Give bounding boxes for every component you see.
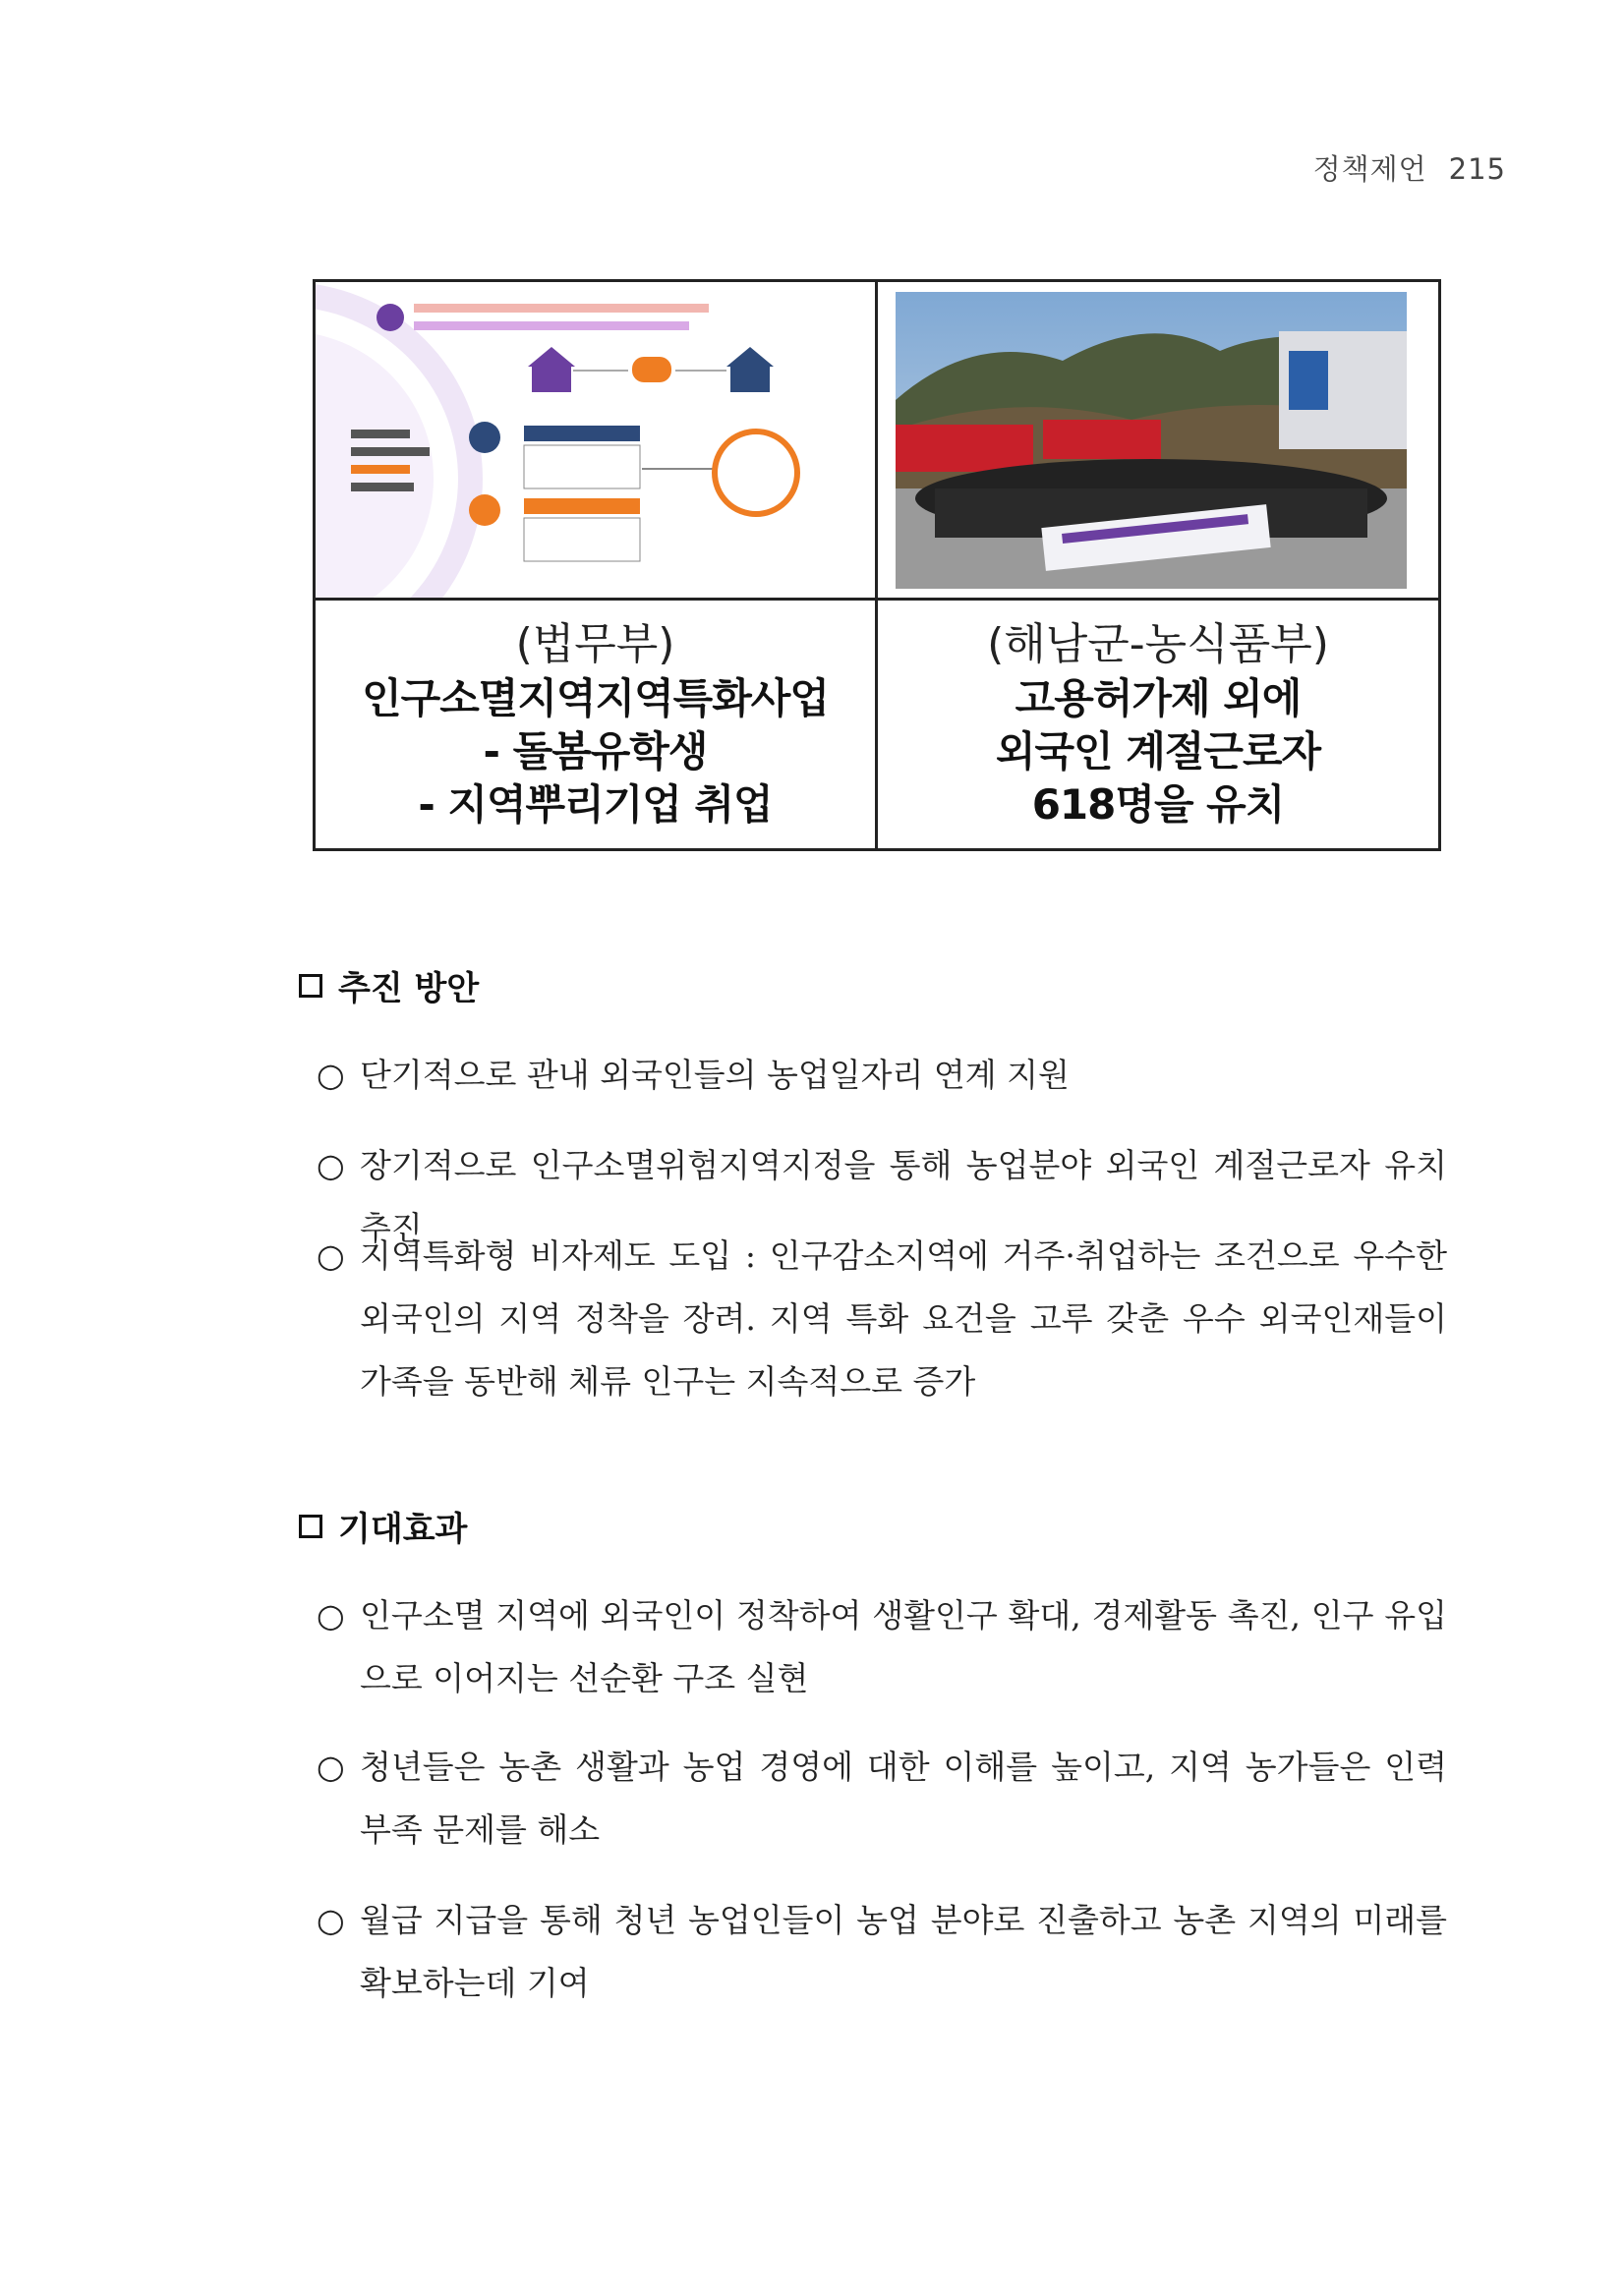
section-title-text: 추진 방안 — [338, 969, 480, 1008]
list-item-text: 단기적으로 관내 외국인들의 농업일자리 연계 지원 — [360, 1056, 1070, 1094]
right-caption-line: 외국인 계절근로자 — [995, 727, 1321, 775]
list-item — [317, 1889, 1447, 2015]
page-number: 215 — [1448, 152, 1506, 186]
right-caption-org: (해남군-농식품부) — [987, 619, 1329, 669]
left-caption-line: - 돌봄유학생 — [483, 727, 708, 775]
program-diagram-image — [316, 282, 875, 598]
list-item-text: 장기적으로 인구소멸위험지역지정을 통해 농업분야 외국인 계절근로자 유치 추진 — [360, 1146, 1447, 1247]
circle-bullet-icon: ○ — [317, 1056, 345, 1094]
right-caption-cell — [878, 601, 1438, 848]
right-caption-line: 618명을 유치 — [1031, 780, 1285, 829]
photo-cell — [878, 282, 1438, 601]
list-item — [317, 1044, 1447, 1107]
section-title-effects — [299, 1502, 467, 1550]
checkbox-square-icon — [299, 1515, 322, 1538]
left-caption-line: 인구소멸지역지역특화사업 — [362, 674, 829, 722]
section-title-text: 기대효과 — [338, 1510, 468, 1549]
diagram-cell — [316, 282, 878, 601]
list-item-text: 청년들은 농촌 생활과 농업 경영에 대한 이해를 높이고, 지역 농가들은 인력 부족 문제를 해소 — [360, 1748, 1447, 1849]
circle-bullet-icon: ○ — [317, 1748, 345, 1786]
right-caption-line: 고용허가제 외에 — [1015, 674, 1302, 722]
list-item-text: 지역특화형 비자제도 도입 : 인구감소지역에 거주·취업하는 조건으로 우수한 외국인의 지역 정착을 장려. 지역 특화 요건을 고루 갖춘 우수 외국인재들이 가족을 동반해 체류 인구는 지속적으로 증가 — [360, 1236, 1447, 1401]
left-caption-org: (법무부) — [515, 619, 675, 669]
header-section-title: 정책제언 — [1312, 152, 1427, 186]
circle-bullet-icon: ○ — [317, 1901, 345, 1939]
checkbox-square-icon — [299, 974, 322, 998]
circle-bullet-icon: ○ — [317, 1146, 345, 1184]
circle-bullet-icon: ○ — [317, 1596, 345, 1635]
figure-table — [313, 279, 1441, 851]
list-item — [317, 1584, 1447, 1710]
list-item — [317, 1736, 1447, 1862]
group-photo-image — [896, 292, 1407, 589]
left-caption-line: - 지역뿌리기업 취업 — [418, 780, 773, 829]
left-caption-cell — [316, 601, 878, 848]
running-header — [1313, 147, 1506, 188]
list-item-text: 월급 지급을 통해 청년 농업인들이 농업 분야로 진출하고 농촌 지역의 미래를 확보하는데 기여 — [360, 1901, 1447, 2002]
list-item-text: 인구소멸 지역에 외국인이 정착하여 생활인구 확대, 경제활동 촉진, 인구 유입으로 이어지는 선순환 구조 실현 — [360, 1596, 1447, 1697]
circle-bullet-icon: ○ — [317, 1236, 345, 1275]
list-item — [317, 1225, 1447, 1413]
section-title-plan — [299, 961, 479, 1009]
